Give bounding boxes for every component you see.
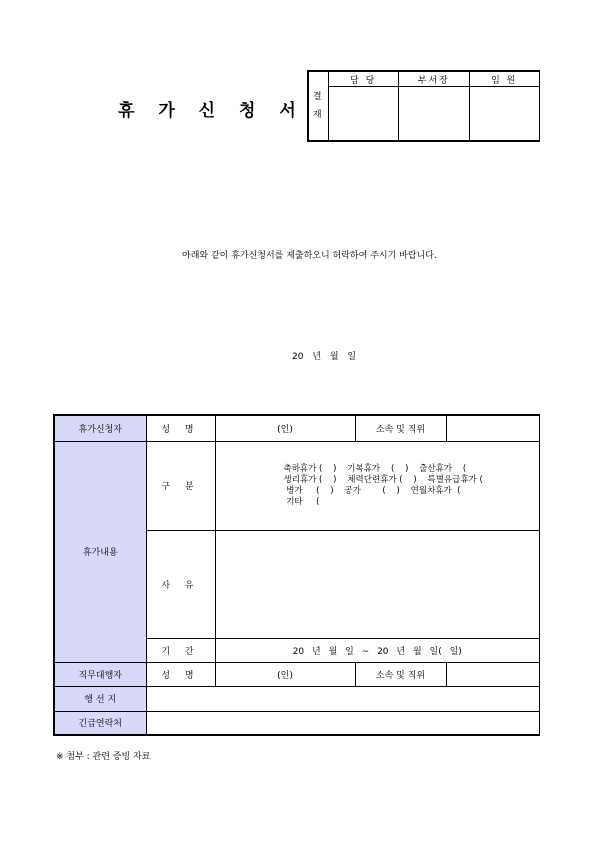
substitute-dept-label: 소속 및 직위 <box>355 662 446 686</box>
name-label: 성 명 <box>146 415 215 441</box>
attachment-note: ※ 첨부 : 관련 증빙 자료 <box>56 752 151 762</box>
category-line: 기타 ( <box>283 496 320 507</box>
substitute-seal-cell[interactable]: (인) <box>215 662 355 686</box>
approval-side-label <box>308 71 328 141</box>
dept-field[interactable] <box>446 415 540 441</box>
approval-box <box>307 70 540 142</box>
destination-label: 행 선 지 <box>54 686 146 711</box>
substitute-dept-field[interactable] <box>446 662 540 686</box>
category-options[interactable] <box>215 441 540 530</box>
category-line: 축하휴가 ( ) 기복휴가 ( ) 출산휴가 ( <box>283 463 467 474</box>
leave-form-table <box>53 414 540 736</box>
emergency-contact-field[interactable] <box>146 711 540 735</box>
approval-col-manager: 부서장 <box>399 71 470 87</box>
dept-label: 소속 및 직위 <box>355 415 446 441</box>
approval-side-label-2: 재 <box>312 110 324 120</box>
approval-col-staff: 담 당 <box>328 71 399 87</box>
reason-field[interactable] <box>215 530 540 638</box>
approval-col-executive: 임 원 <box>469 71 540 87</box>
category-label: 구 분 <box>146 441 215 530</box>
category-line: 생리휴가 ( ) 체력단련휴가 ( ) 특별유급휴가 ( <box>283 474 483 485</box>
category-line: 병가 ( ) 공가 ( ) 연월차휴가 ( <box>283 485 461 496</box>
substitute-label: 직무대행자 <box>54 662 146 686</box>
period-field[interactable]: 20 년 월 일 ~ 20 년 월 일( 일) <box>215 638 540 662</box>
emergency-contact-label: 긴급연락처 <box>54 711 146 735</box>
approval-sign-executive[interactable] <box>469 87 540 142</box>
request-sentence: 아래와 같이 휴가신청서를 제출하오니 허락하여 주시기 바랍니다. <box>182 251 437 261</box>
period-label: 기 간 <box>146 638 215 662</box>
approval-sign-staff[interactable] <box>328 87 399 142</box>
approval-sign-manager[interactable] <box>399 87 470 142</box>
substitute-name-label: 성 명 <box>146 662 215 686</box>
destination-field[interactable] <box>146 686 540 711</box>
request-date: 20 년 월 일 <box>292 352 357 362</box>
content-label: 휴가내용 <box>54 441 146 662</box>
approval-side-label-1: 결 <box>312 92 324 102</box>
applicant-label: 휴가신청자 <box>54 415 146 441</box>
document-title: 휴 가 신 청 서 <box>118 101 305 121</box>
reason-label: 사 유 <box>146 530 215 638</box>
seal-cell[interactable]: (인) <box>215 415 355 441</box>
